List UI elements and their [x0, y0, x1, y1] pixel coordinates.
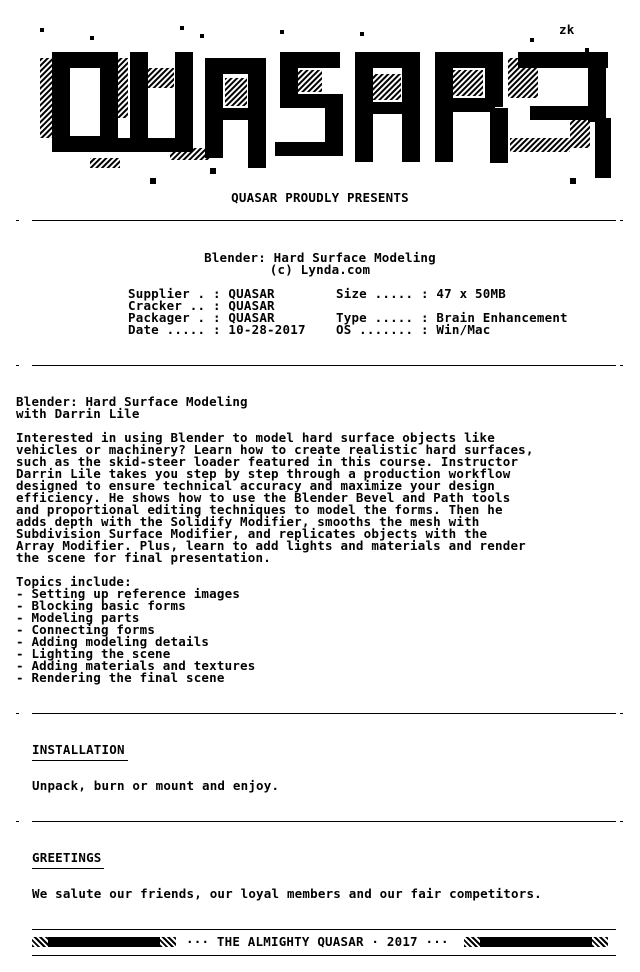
paragraph-line: adds depth with the Solidify Modifier, smooths the mesh with — [16, 514, 480, 529]
paragraph-line: efficiency. He shows how to use the Blender Bevel and Path tools — [16, 490, 511, 505]
paragraph-line: designed to ensure technical accuracy and maximize your design — [16, 478, 495, 493]
logo-tag: zk — [559, 22, 575, 37]
info-packager: Packager . : QUASAR — [128, 310, 275, 325]
paragraph-line: Array Modifier. Plus, learn to add lights and materials and render — [16, 538, 526, 553]
topics-label: Topics include: — [16, 574, 132, 589]
topic-item: - Lighting the scene — [16, 646, 171, 661]
info-type: Type ..... : Brain Enhancement — [336, 310, 568, 325]
info-os: OS ....... : Win/Mac — [336, 322, 491, 337]
divider — [32, 821, 616, 822]
paragraph-line: such as the skid-steer loader featured in this course. Instructor — [16, 454, 519, 469]
topic-item: - Connecting forms — [16, 622, 156, 637]
installation-heading: INSTALLATION — [32, 742, 125, 757]
info-date: Date ..... : 10-28-2017 — [128, 322, 306, 337]
description-heading: Blender: Hard Surface Modeling — [16, 394, 248, 409]
paragraph-line: Subdivision Surface Modifier, and replicates objects with the — [16, 526, 488, 541]
paragraph-line: Interested in using Blender to model hard surface objects like — [16, 430, 495, 445]
paragraph-line: and proportional editing techniques to model the forms. Then he — [16, 502, 503, 517]
presents-line: QUASAR PROUDLY PRESENTS — [231, 190, 409, 205]
paragraph-line: the scene for final presentation. — [16, 550, 271, 565]
topic-item: - Adding modeling details — [16, 634, 210, 649]
topic-item: - Setting up reference images — [16, 586, 241, 601]
info-size: Size ..... : 47 x 50MB — [336, 286, 506, 301]
divider — [32, 713, 616, 714]
paragraph-line: Darrin Lile takes you step by step through a production workflow — [16, 466, 511, 481]
greetings-text: We salute our friends, our loyal members and our fair competitors. — [32, 886, 542, 901]
greetings-heading: GREETINGS — [32, 850, 102, 865]
info-cracker: Cracker .. : QUASAR — [128, 298, 275, 313]
topic-item: - Adding materials and textures — [16, 658, 256, 673]
topic-item: - Rendering the final scene — [16, 670, 225, 685]
info-supplier: Supplier . : QUASAR — [128, 286, 275, 301]
installation-text: Unpack, burn or mount and enjoy. — [32, 778, 280, 793]
description-author: with Darrin Lile — [16, 406, 140, 421]
release-copyright: (c) Lynda.com — [269, 262, 371, 277]
release-title: Blender: Hard Surface Modeling — [204, 250, 436, 265]
topic-item: - Modeling parts — [16, 610, 140, 625]
divider — [32, 365, 616, 366]
footer-text: ··· THE ALMIGHTY QUASAR · 2017 ··· — [186, 934, 449, 949]
divider — [32, 220, 616, 221]
topic-item: - Blocking basic forms — [16, 598, 186, 613]
paragraph-line: vehicles or machinery? Learn how to create realistic hard surfaces, — [16, 442, 534, 457]
quasar-logo — [30, 18, 620, 188]
